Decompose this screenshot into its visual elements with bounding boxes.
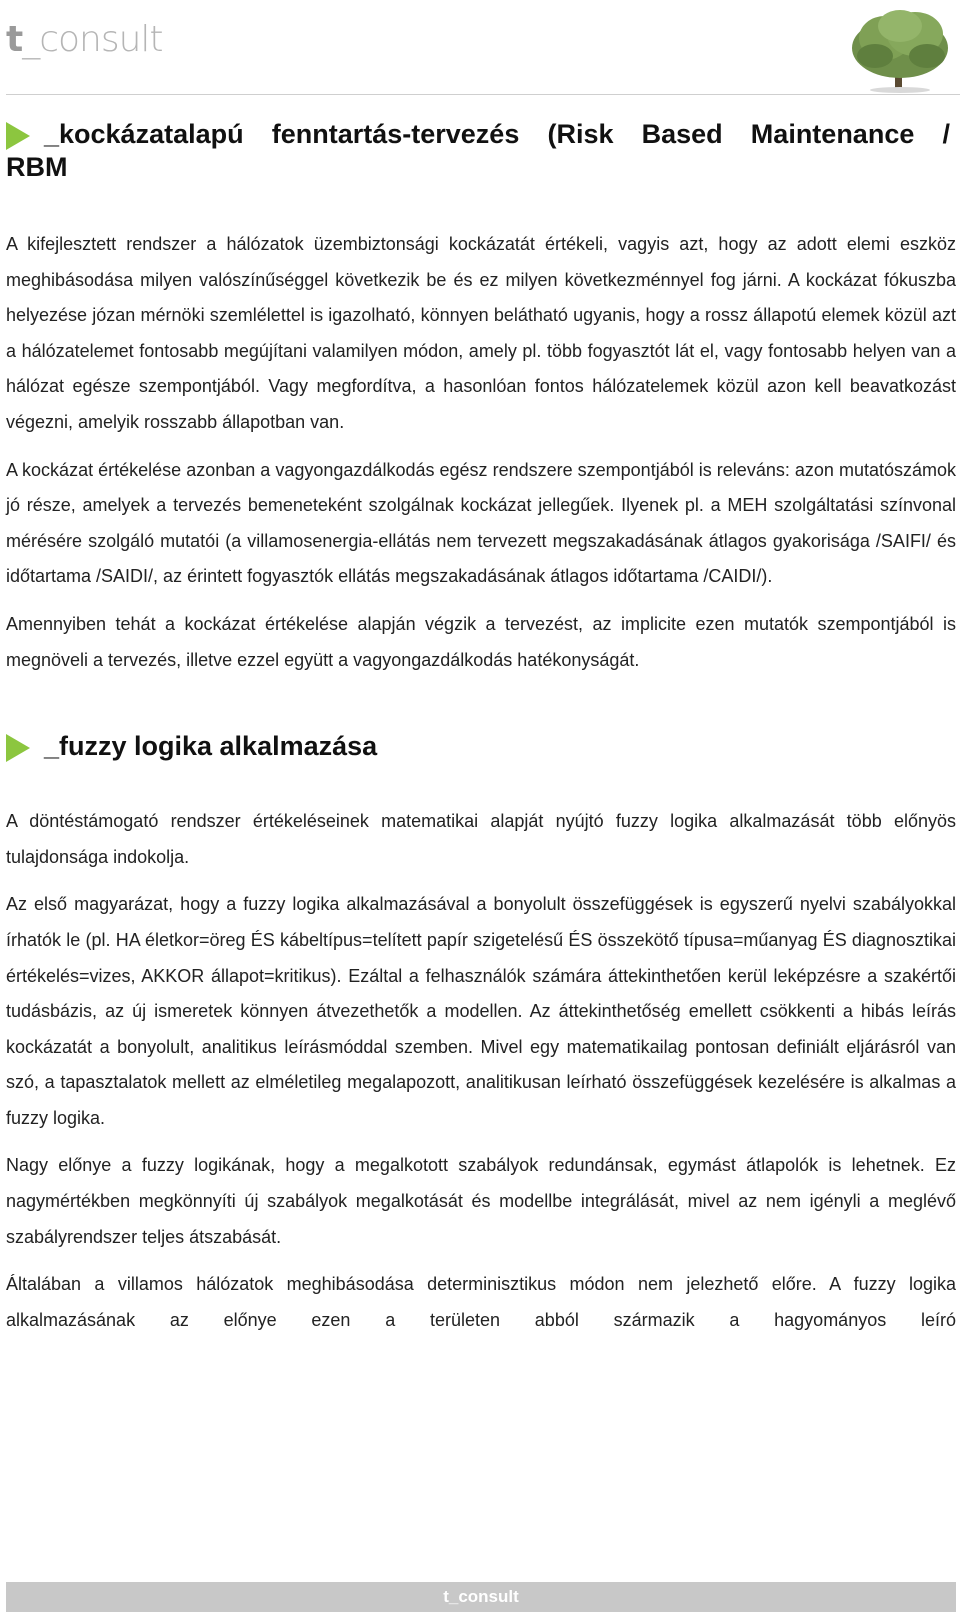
heading-line-1: _kockázatalapú fenntartás-tervezés (Risk Based Maintenance /: [44, 119, 950, 149]
logo-t: t: [6, 19, 23, 60]
company-logo: [6, 19, 163, 60]
document-body: [6, 118, 956, 1338]
page-footer: [6, 1582, 956, 1612]
page-header: [0, 0, 960, 96]
logo-rest: _consult: [22, 19, 163, 60]
green-arrow-bullet-icon: [6, 734, 30, 762]
section-heading-rbm: [6, 118, 956, 151]
paragraph: A döntéstámogató rendszer értékeléseinek matematikai alapját nyújtó fuzzy logika alkalmazását több előnyös tulajdonsága indokolja.: [6, 811, 956, 867]
paragraph: Általában a villamos hálózatok meghibásodása determinisztikus módon nem jelezhető előre. A fuzzy logika alkalmazásának az előnye ezen a területen abból származik a hagyományos leíró: [6, 1274, 956, 1330]
paragraph: Amennyiben tehát a kockázat értékelése alapján végzik a tervezést, az implicite ezen mutatók szempontjából is megnöveli a tervezés, illetve ezzel együtt a vagyongazdálkodás hatékonyságát.: [6, 613, 956, 670]
heading-line-2: RBM: [6, 152, 68, 182]
header-divider: [6, 94, 960, 95]
paragraph: Az első magyarázat, hogy a fuzzy logika alkalmazásával a bonyolult összefüggések is egyszerű nyelvi szabályokkal írhatók le (pl. HA életkor=öreg ÉS kábeltípus=telített papír szigetelésű ÉS összekötő típusa=műanyag ÉS diagnosztikai értékelés=vizes, AKKOR állapot=kritikus). Ezáltal a felhasználók számára áttekinthetően kerül leképzésre a szakértői tudásbázis, az új ismeretek könnyen átvezethetők a modellen. Az áttekinthetőség emellett csökkenti a hibás leírás kockázatát a bonyolult, analitikus leírásmóddal szemben. Mivel egy matematikailag pontosan definiált eljárásról van szó, a tapasztalatok mellett az elméletileg megalapozott, analitikusan leírható összefüggések kezelésére is alkalmas a fuzzy logika.: [6, 894, 956, 1128]
paragraph: Nagy előnye a fuzzy logikának, hogy a megalkotott szabályok redundánsak, egymást átlapolók is lehetnek. Ez nagymértékben megkönnyíti új szabályok megalkotását és modellbe integrálását, mivel az nem igényli a meglévő szabályrendszer teljes átszabását.: [6, 1155, 956, 1247]
green-arrow-bullet-icon: [6, 122, 30, 150]
footer-label: t_consult: [443, 1587, 519, 1606]
tree-logo-icon: [845, 4, 955, 94]
paragraph: A kockázat értékelése azonban a vagyongazdálkodás egész rendszere szempontjából is releváns: azon mutatószámok jó része, amelyek a tervezés bemeneteként szolgálnak kockázat jellegűek. Ilyenek pl. a MEH szolgáltatási színvonal mérésére szolgáló mutatói (a villamosenergia-ellátás nem tervezett megszakadásának átlagos gyakorisága /SAIFI/ és időtartama /SAIDI/, az érintett fogyasztók ellátás megszakadásának átlagos időtartama /CAIDI/).: [6, 459, 956, 587]
paragraph: A kifejlesztett rendszer a hálózatok üzembiztonsági kockázatát értékeli, vagyis azt, hogy az adott elemi eszköz meghibásodása milyen valószínűséggel következik be és ez milyen következménnyel fog járni. A kockázat fókuszba helyezése józan mérnöki szemlélettel is igazolható, könnyen belátható ugyanis, hogy a rossz állapotú elemek közül azt a hálózatelemet fontosabb megújítani valamilyen módon, amely pl. több fogyasztót lát el, vagy fontosabb helyen van a hálózat egésze szempontjából. Vagy megfordítva, a hasonlóan fontos hálózatelemek közül azon kell beavatkozást végezni, amelyik rosszabb állapotban van.: [6, 234, 956, 432]
section-heading-fuzzy: [6, 730, 956, 763]
heading-text: _fuzzy logika alkalmazása: [44, 731, 378, 762]
heading-text: [44, 118, 950, 151]
